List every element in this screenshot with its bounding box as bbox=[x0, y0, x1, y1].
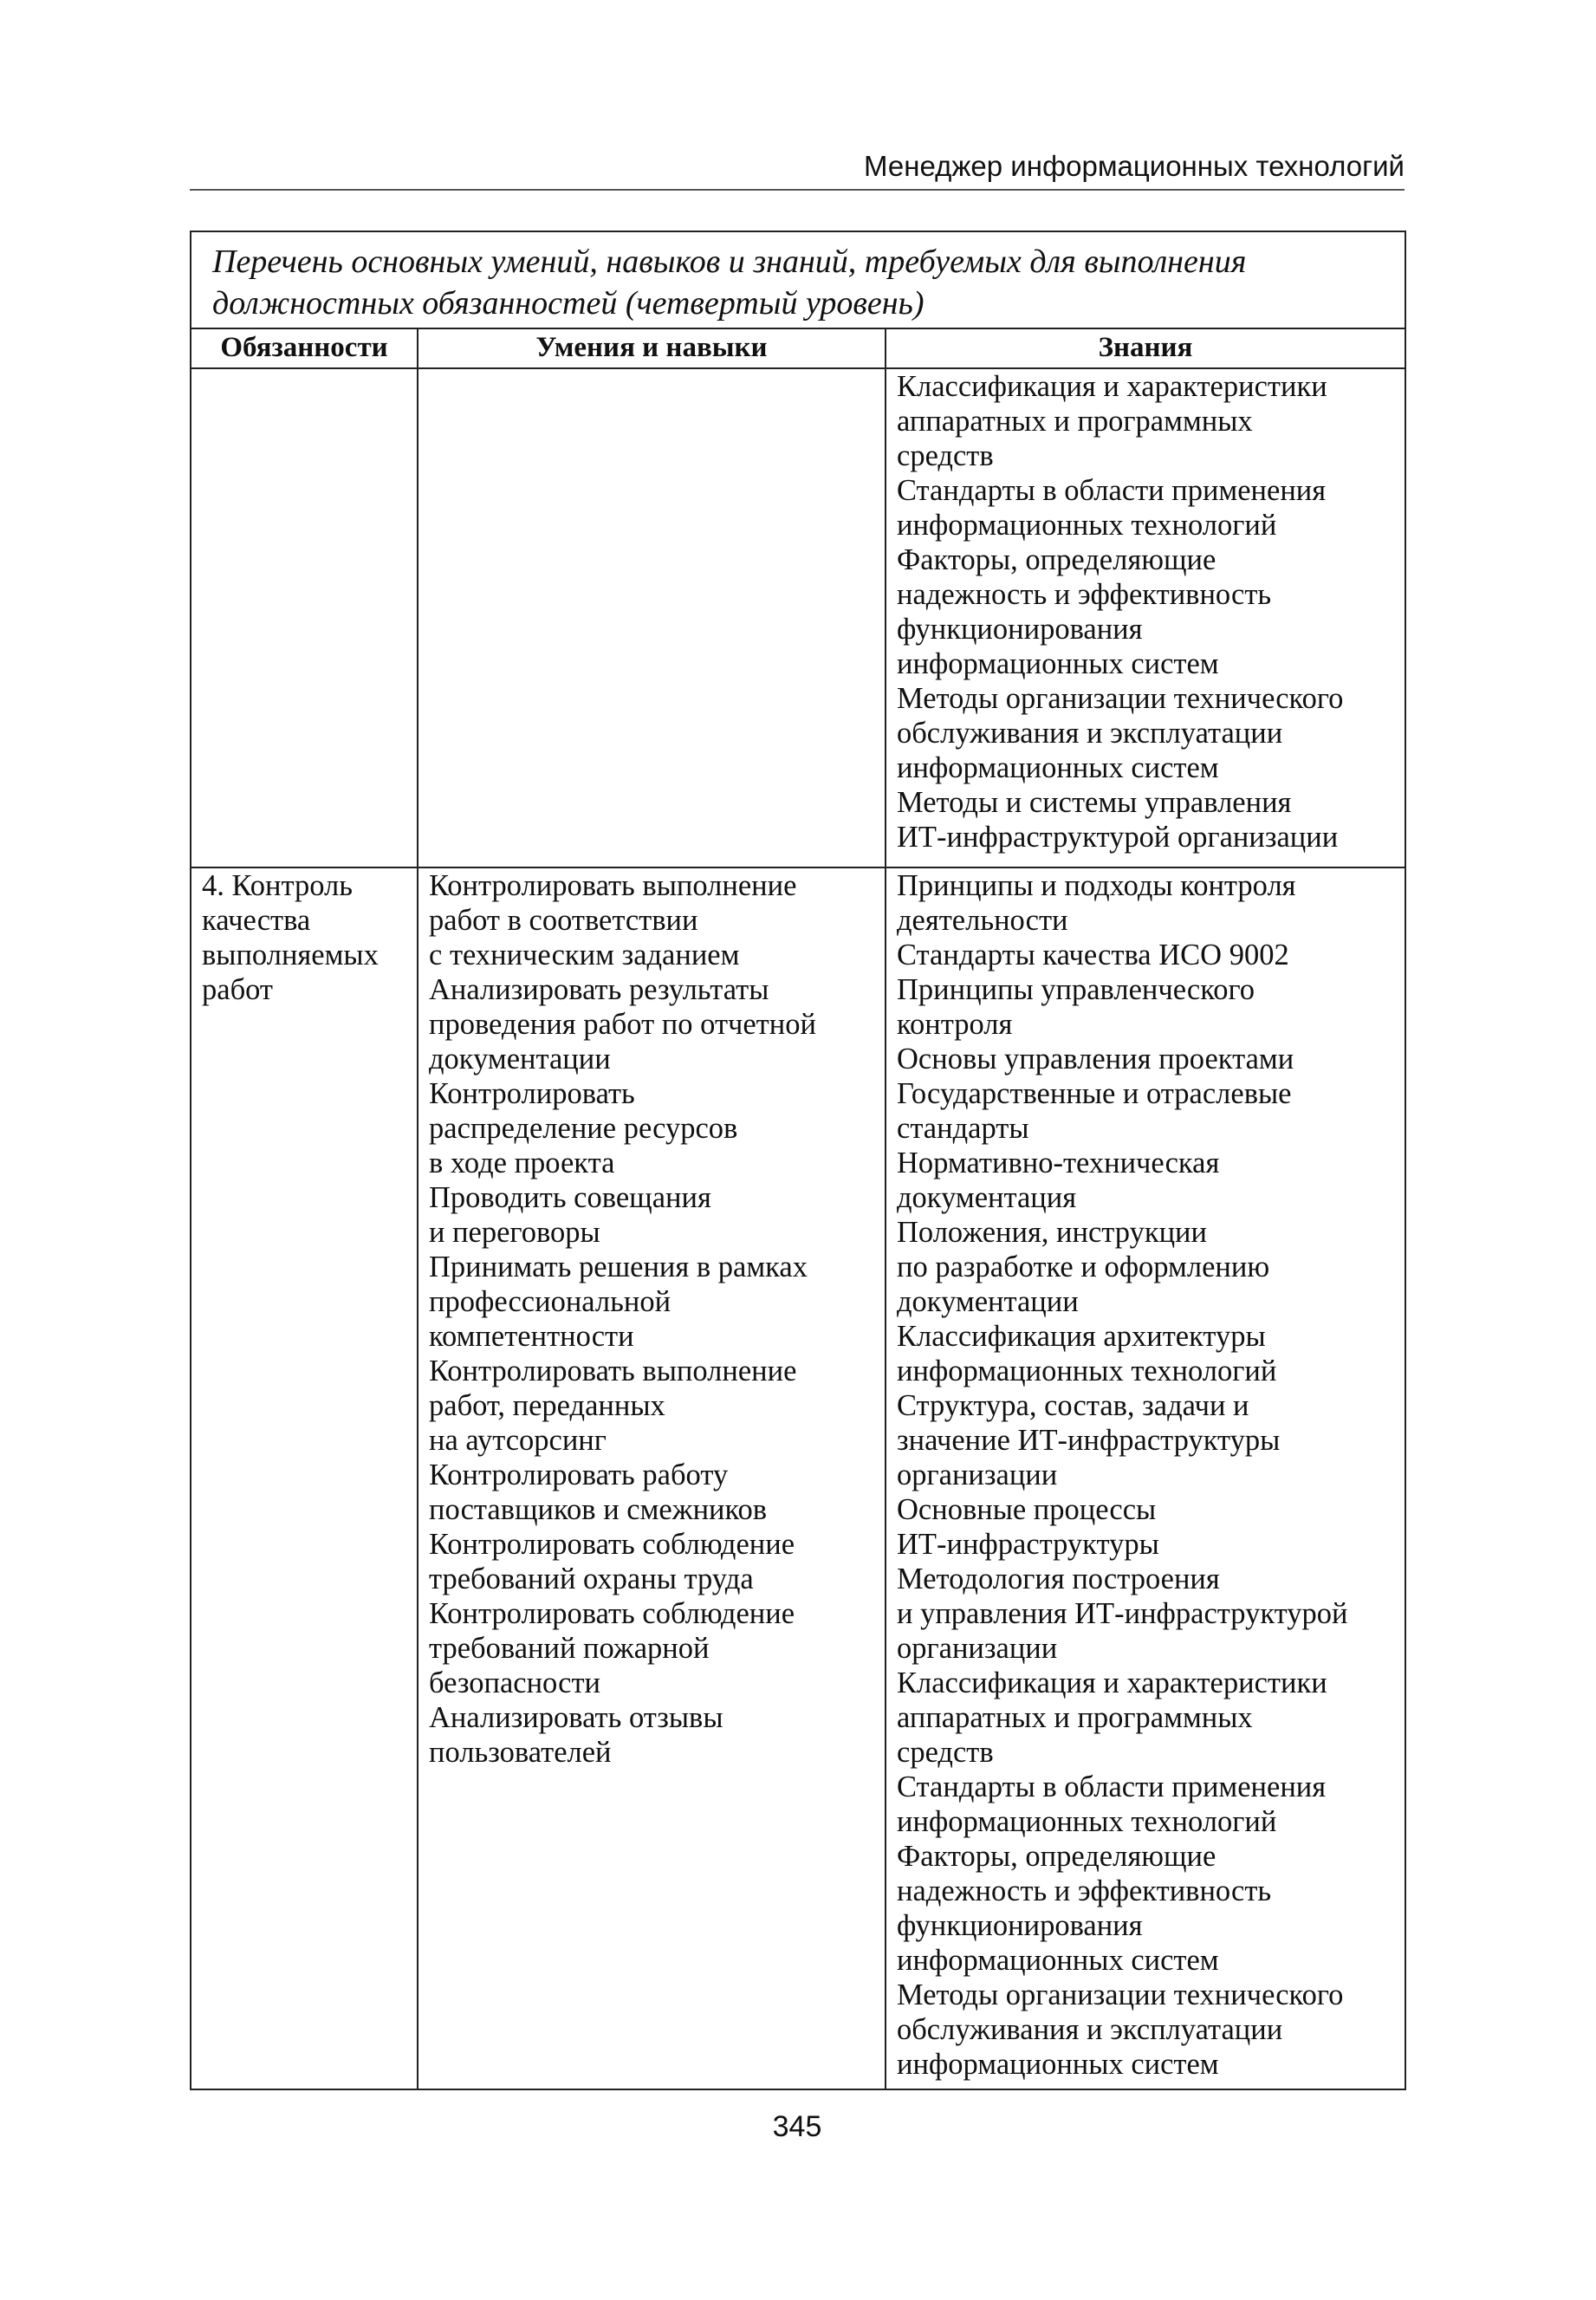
knowledge-line: ИТ-инфраструктурой организации bbox=[897, 821, 1339, 854]
table-caption: Перечень основных умений, навыков и знаний, требуемых для выполнения должностных обязанностей (четвертый уровень) bbox=[191, 231, 1405, 328]
knowledge-line: организации bbox=[897, 1632, 1058, 1665]
duty-line: качества bbox=[202, 904, 311, 937]
duty-line: выполняемых bbox=[202, 939, 379, 971]
skill-line: пользователей bbox=[429, 1736, 612, 1769]
knowledge-line: Положения, инструкции bbox=[897, 1216, 1207, 1249]
skill-line: требований пожарной bbox=[429, 1632, 710, 1665]
knowledge-line: информационных систем bbox=[897, 2048, 1219, 2081]
skill-line: работ в соответствии bbox=[429, 904, 698, 937]
skill-line: профессиональной bbox=[429, 1285, 671, 1318]
skill-line: Анализировать отзывы bbox=[429, 1701, 723, 1734]
skill-line: на аутсорсинг bbox=[429, 1424, 607, 1457]
knowledge-line: информационных систем bbox=[897, 751, 1219, 784]
knowledge-line: информационных систем bbox=[897, 647, 1219, 680]
knowledge-line: контроля bbox=[897, 1008, 1013, 1041]
duty-cell bbox=[191, 368, 418, 867]
knowledge-line: Классификация и характеристики bbox=[897, 1667, 1327, 1699]
skill-line: Контролировать выполнение bbox=[429, 1355, 797, 1387]
knowledge-line: надежность и эффективность bbox=[897, 1874, 1272, 1907]
table-row bbox=[191, 867, 1405, 2089]
skill-line: поставщиков и смежников bbox=[429, 1493, 768, 1526]
knowledge-line: функционирования bbox=[897, 613, 1143, 646]
skill-line: требований охраны труда bbox=[429, 1563, 754, 1595]
knowledge-line: Методы и системы управления bbox=[897, 786, 1292, 819]
skill-line: в ходе проекта bbox=[429, 1147, 615, 1179]
knowledge-line: средств bbox=[897, 1736, 994, 1769]
skill-line: компетентности bbox=[429, 1320, 634, 1353]
skill-line: Контролировать работу bbox=[429, 1459, 729, 1491]
skill-line: Принимать решения в рамках bbox=[429, 1251, 808, 1283]
running-header: Менеджер информационных технологий bbox=[864, 150, 1405, 182]
knowledge-line: и управления ИТ-инфраструктурой bbox=[897, 1597, 1348, 1630]
skill-line: Контролировать соблюдение bbox=[429, 1597, 795, 1630]
skill-line: с техническим заданием bbox=[429, 939, 740, 971]
knowledge-line: Классификация и характеристики bbox=[897, 370, 1327, 403]
knowledge-line: средств bbox=[897, 439, 994, 472]
column-header-duties: Обязанности bbox=[191, 328, 418, 368]
knowledge-line: по разработке и оформлению bbox=[897, 1251, 1270, 1283]
knowledge-line: Методы организации технического bbox=[897, 682, 1344, 715]
knowledge-line: функционирования bbox=[897, 1909, 1143, 1942]
knowledge-line: ИТ-инфраструктуры bbox=[897, 1528, 1159, 1561]
skill-line: проведения работ по отчетной bbox=[429, 1008, 816, 1041]
skill-line: документации bbox=[429, 1043, 611, 1075]
knowledge-line: Основные процессы bbox=[897, 1493, 1157, 1526]
knowledge-line: организации bbox=[897, 1459, 1058, 1491]
knowledge-line: документации bbox=[897, 1285, 1079, 1318]
knowledge-line: Классификация архитектуры bbox=[897, 1320, 1266, 1353]
knowledge-line: Основы управления проектами bbox=[897, 1043, 1294, 1075]
knowledge-line: обслуживания и эксплуатации bbox=[897, 717, 1283, 750]
knowledge-line: Нормативно-техническая bbox=[897, 1147, 1220, 1179]
header-row bbox=[191, 328, 1405, 368]
knowledge-line: Принципы управленческого bbox=[897, 973, 1255, 1006]
knowledge-cell bbox=[886, 867, 1405, 2089]
skills-cell bbox=[418, 368, 886, 867]
skill-line: распределение ресурсов bbox=[429, 1112, 738, 1145]
knowledge-line: стандарты bbox=[897, 1112, 1029, 1145]
duty-line: работ bbox=[202, 973, 273, 1006]
knowledge-line: информационных технологий bbox=[897, 509, 1277, 542]
skill-line: Контролировать выполнение bbox=[429, 869, 797, 902]
duty-line: 4. Контроль bbox=[202, 869, 353, 902]
skill-line: безопасности bbox=[429, 1667, 601, 1699]
knowledge-line: надежность и эффективность bbox=[897, 578, 1272, 611]
column-header-knowledge: Знания bbox=[886, 328, 1405, 368]
header-rule bbox=[190, 189, 1405, 191]
skill-line: Контролировать bbox=[429, 1077, 635, 1110]
skill-line: и переговоры bbox=[429, 1216, 600, 1249]
knowledge-line: Методы организации технического bbox=[897, 1978, 1344, 2011]
knowledge-line: Стандарты качества ИСО 9002 bbox=[897, 939, 1289, 971]
knowledge-line: Государственные и отраслевые bbox=[897, 1077, 1292, 1110]
knowledge-line: информационных технологий bbox=[897, 1355, 1277, 1387]
skill-line: Анализировать результаты bbox=[429, 973, 769, 1006]
knowledge-line: деятельности bbox=[897, 904, 1068, 937]
duty-cell bbox=[191, 867, 418, 2089]
knowledge-line: Факторы, определяющие bbox=[897, 543, 1216, 576]
knowledge-line: Стандарты в области применения bbox=[897, 1770, 1327, 1803]
skill-line: Проводить совещания bbox=[429, 1181, 711, 1214]
knowledge-cell bbox=[886, 368, 1405, 867]
skill-line: работ, переданных bbox=[429, 1389, 665, 1422]
caption-row bbox=[191, 231, 1405, 328]
knowledge-line: информационных технологий bbox=[897, 1805, 1277, 1838]
knowledge-line: аппаратных и программных bbox=[897, 405, 1253, 438]
knowledge-line: Принципы и подходы контроля bbox=[897, 869, 1296, 902]
knowledge-line: Факторы, определяющие bbox=[897, 1840, 1216, 1873]
table-row bbox=[191, 368, 1405, 867]
knowledge-line: обслуживания и эксплуатации bbox=[897, 2013, 1283, 2046]
duties-table bbox=[190, 231, 1406, 2090]
knowledge-line: аппаратных и программных bbox=[897, 1701, 1253, 1734]
knowledge-line: документация bbox=[897, 1181, 1077, 1214]
knowledge-line: Структура, состав, задачи и bbox=[897, 1389, 1249, 1422]
skill-line: Контролировать соблюдение bbox=[429, 1528, 795, 1561]
knowledge-line: Методология построения bbox=[897, 1563, 1220, 1595]
column-header-skills: Умения и навыки bbox=[418, 328, 886, 368]
knowledge-line: информационных систем bbox=[897, 1944, 1219, 1977]
knowledge-line: Стандарты в области применения bbox=[897, 474, 1327, 507]
skills-cell bbox=[418, 867, 886, 2089]
knowledge-line: значение ИТ-инфраструктуры bbox=[897, 1424, 1281, 1457]
page-number: 345 bbox=[772, 2110, 822, 2143]
